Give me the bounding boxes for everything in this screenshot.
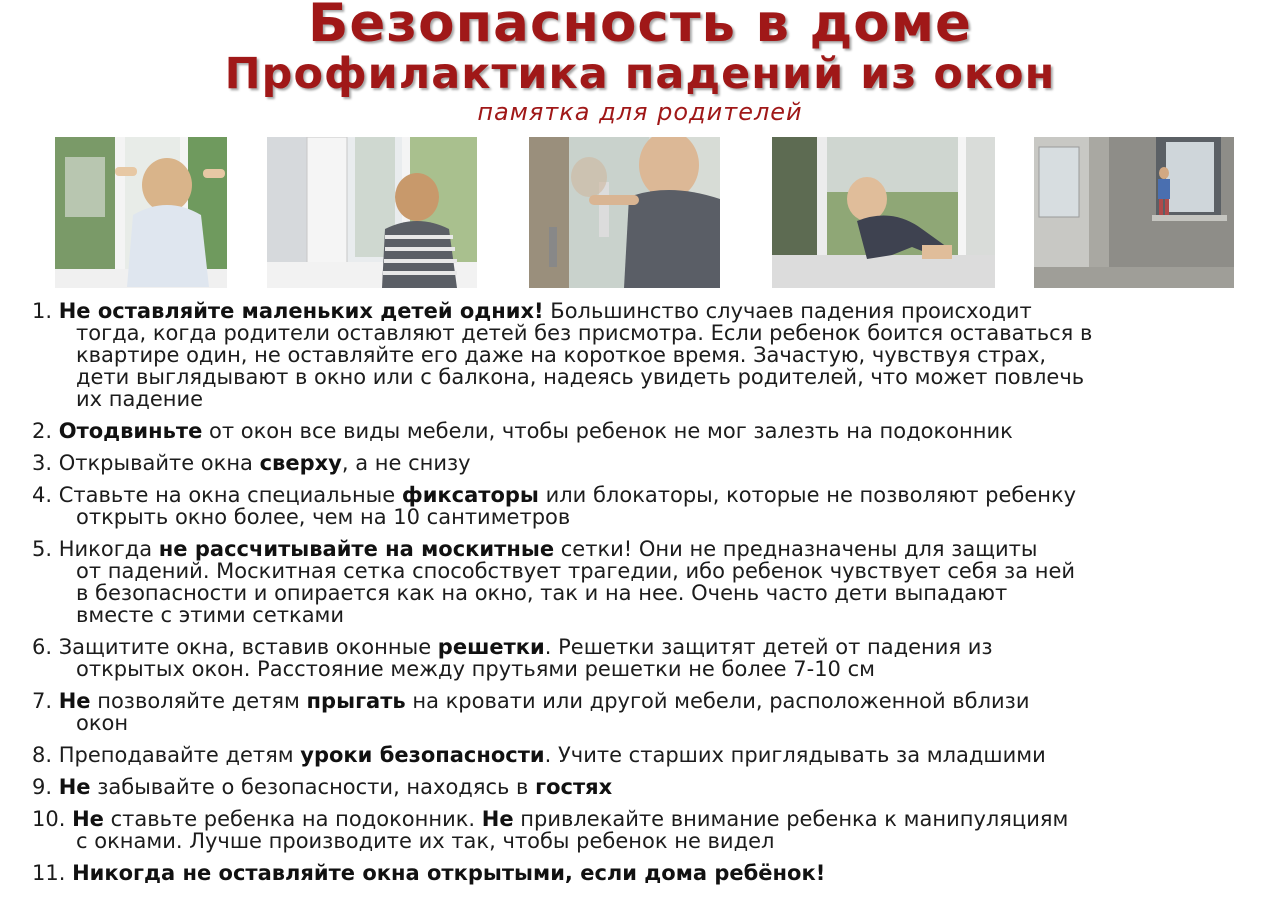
child-hands-on-glass-photo bbox=[529, 137, 720, 288]
audience-note: памятка для родителей bbox=[477, 98, 803, 126]
item-emphasis: Никогда не оставляйте окна открытыми, если дома ребёнок! bbox=[72, 861, 826, 885]
page-title: Безопасность в доме bbox=[308, 0, 972, 54]
item-text: в безопасности и опирается как на окно, так и на нее. Очень часто дети выпадают bbox=[76, 581, 1008, 605]
item-number: 10. bbox=[32, 807, 73, 831]
item-text: ставьте ребенка на подоконник. bbox=[103, 807, 482, 831]
item-number: 7. bbox=[32, 689, 59, 713]
item-emphasis: Отодвиньте bbox=[58, 419, 203, 443]
item-number: 9. bbox=[32, 775, 59, 799]
item-emphasis: сверху bbox=[259, 451, 342, 475]
list-item bbox=[32, 690, 1272, 734]
item-emphasis: Не bbox=[58, 775, 91, 799]
list-item bbox=[32, 420, 1272, 442]
item-text: Никогда bbox=[58, 537, 159, 561]
item-text: Большинство случаев падения происходит bbox=[543, 299, 1032, 323]
item-emphasis: Не оставляйте маленьких детей одних! bbox=[58, 299, 544, 323]
child-on-windowsill-photo bbox=[772, 137, 995, 288]
item-text: с окнами. Лучше производите их так, чтобы ребенок не видел bbox=[76, 829, 775, 853]
item-text: Преподавайте детям bbox=[58, 743, 301, 767]
item-text: Защитите окна, вставив оконные bbox=[58, 635, 438, 659]
item-emphasis: гостях bbox=[535, 775, 613, 799]
item-text: сетки! Они не предназначены для защиты bbox=[554, 537, 1038, 561]
item-emphasis: уроки безопасности bbox=[300, 743, 545, 767]
item-text: привлекайте внимание ребенка к манипуляциям bbox=[513, 807, 1069, 831]
item-text: на кровати или другой мебели, расположенной вблизи bbox=[405, 689, 1030, 713]
item-text: . Решетки защитят детей от падения из bbox=[544, 635, 993, 659]
item-text: открыть окно более, чем на 10 сантиметров bbox=[76, 505, 571, 529]
item-text: окон bbox=[76, 711, 129, 735]
item-text: их падение bbox=[76, 387, 204, 411]
page-subtitle: Профилактика падений из окон bbox=[224, 49, 1056, 99]
item-emphasis: Не bbox=[58, 689, 91, 713]
list-item bbox=[32, 808, 1272, 852]
item-text: позволяйте детям bbox=[90, 689, 307, 713]
item-text: или блокаторы, которые не позволяют ребенку bbox=[538, 483, 1077, 507]
item-text: дети выглядывают в окно или с балкона, надеясь увидеть родителей, что может повлечь bbox=[76, 365, 1085, 389]
list-item bbox=[32, 744, 1272, 766]
item-text: Ставьте на окна специальные bbox=[58, 483, 402, 507]
child-on-building-ledge-photo bbox=[1034, 137, 1234, 288]
list-item bbox=[32, 862, 1272, 884]
list-item bbox=[32, 452, 1272, 474]
item-text: от окон все виды мебели, чтобы ребенок не мог залезть на подоконник bbox=[202, 419, 1013, 443]
item-text: . Учите старших приглядывать за младшими bbox=[544, 743, 1046, 767]
item-emphasis: Не bbox=[72, 807, 104, 831]
item-text: открытых окон. Расстояние между прутьями решетки не более 7-10 см bbox=[76, 657, 875, 681]
item-emphasis: прыгать bbox=[306, 689, 406, 713]
item-emphasis: не рассчитывайте на москитные bbox=[158, 537, 555, 561]
list-item bbox=[32, 776, 1272, 798]
item-number: 11. bbox=[32, 861, 73, 885]
child-at-window-photo bbox=[55, 137, 227, 288]
item-text: тогда, когда родители оставляют детей без присмотра. Если ребенок боится оставаться в bbox=[76, 321, 1093, 345]
child-climbing-window-photo bbox=[267, 137, 477, 288]
item-number: 8. bbox=[32, 743, 59, 767]
item-text: Открывайте окна bbox=[58, 451, 260, 475]
item-text: квартире один, не оставляйте его даже на короткое время. Зачастую, чувствуя страх, bbox=[76, 343, 1047, 367]
item-number: 3. bbox=[32, 451, 59, 475]
item-number: 6. bbox=[32, 635, 59, 659]
item-number: 5. bbox=[32, 537, 59, 561]
item-number: 2. bbox=[32, 419, 59, 443]
item-text: забывайте о безопасности, находясь в bbox=[90, 775, 536, 799]
list-item bbox=[32, 538, 1272, 626]
list-item bbox=[32, 484, 1272, 528]
item-emphasis: Не bbox=[481, 807, 514, 831]
item-number: 4. bbox=[32, 483, 59, 507]
item-emphasis: фиксаторы bbox=[401, 483, 539, 507]
list-item bbox=[32, 300, 1272, 410]
safety-tips-list bbox=[32, 300, 1272, 894]
item-text: , а не снизу bbox=[341, 451, 471, 475]
item-number: 1. bbox=[32, 299, 59, 323]
item-emphasis: решетки bbox=[437, 635, 545, 659]
item-text: от падений. Москитная сетка способствует трагедии, ибо ребенок чувствует себя за ней bbox=[76, 559, 1076, 583]
item-text: вместе с этими сетками bbox=[76, 603, 345, 627]
list-item bbox=[32, 636, 1272, 680]
